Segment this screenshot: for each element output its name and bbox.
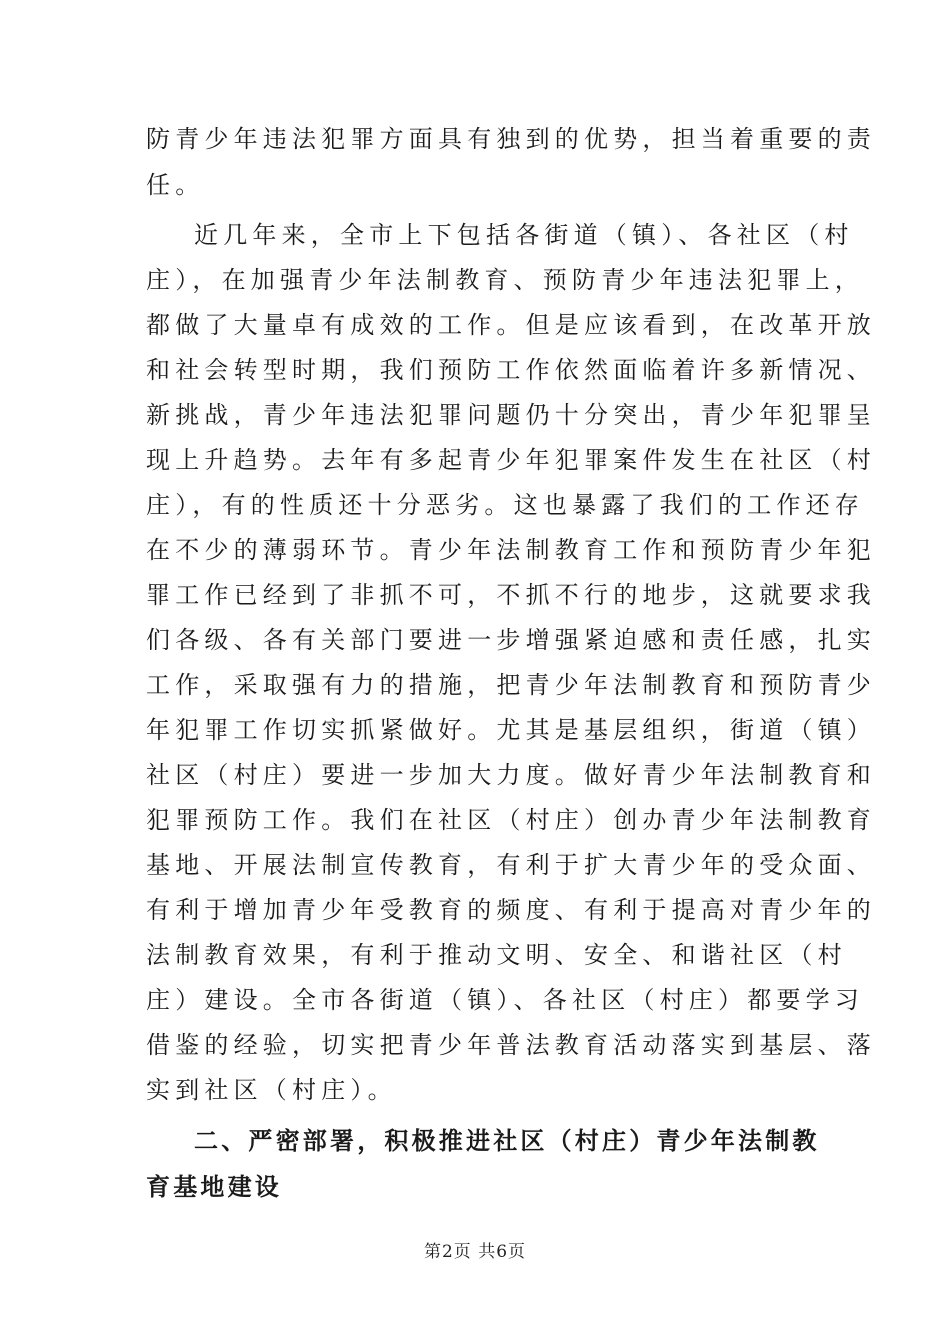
body-text-line: 借鉴的经验，切实把青少年普法教育活动落实到基层、落 — [146, 1031, 876, 1059]
body-text-line: 在不少的薄弱环节。青少年法制教育工作和预防青少年犯 — [146, 536, 876, 564]
body-text-line: 犯罪预防工作。我们在社区（村庄）创办青少年法制教育 — [146, 806, 876, 834]
body-text-line: 法制教育效果，有利于推动文明、安全、和谐社区（村 — [146, 941, 847, 969]
body-text-line: 社区（村庄）要进一步加大力度。做好青少年法制教育和 — [146, 761, 876, 789]
body-text-line: 和社会转型时期，我们预防工作依然面临着许多新情况、 — [146, 356, 876, 384]
body-text-line: 防青少年违法犯罪方面具有独到的优势，担当着重要的责 — [146, 125, 876, 153]
body-text-line: 有利于增加青少年受教育的频度、有利于提高对青少年的 — [146, 896, 876, 924]
body-text-line: 庄），在加强青少年法制教育、预防青少年违法犯罪上， — [146, 266, 864, 294]
section-heading-continued: 育基地建设 — [146, 1173, 282, 1201]
body-text-line: 工作，采取强有力的措施，把青少年法制教育和预防青少 — [146, 671, 876, 699]
body-text-line: 新挑战，青少年违法犯罪问题仍十分突出，青少年犯罪呈 — [146, 401, 876, 429]
paragraph-first-line: 近几年来，全市上下包括各街道（镇）、各社区（村 — [194, 221, 854, 249]
page-number-footer: 第2页 共6页 — [423, 1242, 527, 1262]
body-text-line: 现上升趋势。去年有多起青少年犯罪案件发生在社区（村 — [146, 446, 876, 474]
section-heading: 二、严密部署，积极推进社区（村庄）青少年法制教 — [194, 1127, 820, 1155]
body-text-line: 们各级、各有关部门要进一步增强紧迫感和责任感，扎实 — [146, 626, 876, 654]
body-text-line: 实到社区（村庄）。 — [146, 1076, 397, 1104]
body-text-line: 年犯罪工作切实抓紧做好。尤其是基层组织，街道（镇） — [146, 716, 876, 744]
body-text-line: 基地、开展法制宣传教育，有利于扩大青少年的受众面、 — [146, 851, 876, 879]
body-text-line: 都做了大量卓有成效的工作。但是应该看到，在改革开放 — [146, 311, 876, 339]
body-text-line: 庄），有的性质还十分恶劣。这也暴露了我们的工作还存 — [146, 491, 864, 519]
body-text-line: 庄）建设。全市各街道（镇）、各社区（村庄）都要学习 — [146, 986, 864, 1014]
body-text-line: 罪工作已经到了非抓不可，不抓不行的地步，这就要求我 — [146, 581, 876, 609]
body-text-line: 任。 — [146, 171, 205, 199]
